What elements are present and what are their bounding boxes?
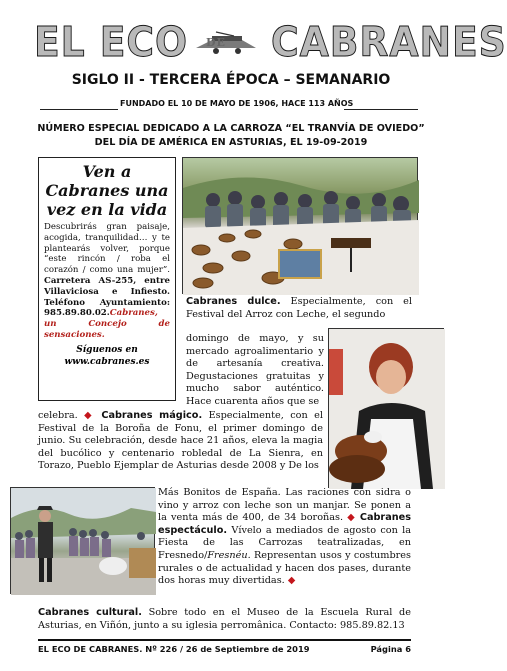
sidebar-box	[38, 157, 176, 401]
heading-cabranes-magico: Cabranes mágico.	[101, 410, 203, 421]
article-dulce-text-1: Especialmente, con el Festival del Arroz con Leche, el segundo	[186, 296, 412, 320]
heading-cabranes-espectaculo: Cabranes espectáculo.	[158, 512, 411, 536]
article-magico-continued	[158, 487, 411, 588]
masthead-title-mid: DE	[206, 36, 226, 49]
sidebar-slogan: Cabranes, un Concejo de sensaciones.	[44, 308, 170, 340]
footer-issue-info: EL ECO DE CABRANES. Nº 226 / 26 de Septiembre de 2019	[38, 644, 310, 654]
article-cultural	[38, 607, 411, 632]
sidebar-road: Carretera AS-255, entre Villaviciosa e Infiesto.	[44, 275, 170, 297]
sidebar-follow	[44, 344, 170, 368]
footer-page-number: Página 6	[370, 644, 411, 654]
article-magico-lead: celebra.	[38, 410, 78, 421]
founded-text: FUNDADO EL 10 DE MAYO DE 1906, HACE 113 AÑOS	[120, 99, 354, 108]
photo-long-table-image	[183, 158, 419, 295]
article-magico-text: Especialmente, con el Festival de la Boroña de Fonu, el primer domingo de junio. Su celebración, desde hace 21 años, eleva la magia del bucólico y centenario robledal de La Sienra, en Torazo, Pueblo Ejemplar de Asturias desde 2008 y De los	[38, 410, 323, 472]
sidebar-headline: Ven a Cabranes una vez en la vida	[45, 162, 169, 219]
diamond-bullet-icon: ◆	[347, 512, 356, 524]
article-dulce-continued	[186, 333, 324, 409]
article-espectaculo-italic: Fresnéu	[207, 549, 248, 561]
special-issue-line-2: DEL DÍA DE AMÉRICA EN ASTURIAS, EL 19-09-2019	[94, 137, 368, 148]
founded-rule-right	[344, 109, 418, 110]
article-cultural-text: Sobre todo en el Museo de la Escuela Rural de Asturias, en Viñón, junto a su iglesia perromânica. Contacto: 985.89.82.13	[38, 607, 411, 631]
article-magico	[38, 410, 323, 473]
sidebar-description	[44, 222, 170, 341]
masthead-title-left: EL ECO	[34, 18, 188, 66]
diamond-bullet-icon: ◆	[84, 410, 95, 421]
photo-cook-image	[329, 329, 445, 489]
photo-street-image	[11, 488, 156, 595]
heading-cabranes-dulce: Cabranes dulce.	[186, 296, 281, 307]
sidebar-follow-label: Síguenos en	[76, 344, 138, 355]
founded-line	[40, 99, 418, 113]
photo-long-table	[182, 157, 418, 294]
photo-cook	[328, 328, 444, 488]
heading-cabranes-cultural: Cabranes cultural.	[38, 607, 142, 618]
footer-rule	[38, 639, 411, 641]
founded-rule-left	[40, 109, 118, 110]
subtitle: SIGLO II - TERCERA ÉPOCA – SEMANARIO	[71, 72, 391, 88]
sidebar-website-link[interactable]: www.cabranes.es	[64, 356, 150, 367]
tram-logo-icon	[194, 30, 258, 56]
article-dulce-text-2: domingo de mayo, y su mercado agroalimentario y de artesanía creativa. Degustaciones gratuitas y mucho sabor auténtico. Hace cuarenta años que se	[186, 333, 324, 407]
article-dulce-top	[186, 296, 412, 321]
diamond-bullet-icon: ◆	[287, 575, 296, 587]
sidebar-phone-label: Teléfono Ayuntamiento:	[44, 297, 170, 308]
sidebar-description-text: Descubrirás gran paisaje, acogida, tranquilidad… y te plantearás volver, porque “este rincón / roba el corazón / como una mujer”.	[44, 222, 170, 276]
sidebar-phone: 985.89.80.02.	[44, 308, 110, 319]
masthead-title-right: CABRANES	[271, 18, 507, 66]
article-espectaculo-text-a: Vívelo a mediados de agosto con la Fiesta de las Carrozas teatralizadas, en Fresnedo/	[158, 524, 411, 561]
masthead	[34, 18, 507, 66]
article-espectaculo-text-b: . Representan usos y costumbres rurales o de actualidad y hacen dos pases, durante dos horas muy divertidas.	[158, 549, 411, 587]
photo-street-performance	[10, 487, 155, 594]
article-magico-cont: Más Bonitos de España. Las raciones con sidra o vino y arroz con leche son un manjar. Se ponen a la venta más de 400, de 34 boroñas.	[158, 487, 411, 524]
special-issue-heading	[20, 122, 442, 150]
special-issue-line-1: NÚMERO ESPECIAL DEDICADO A LA CARROZA “EL TRANVÍA DE OVIEDO”	[37, 123, 425, 134]
